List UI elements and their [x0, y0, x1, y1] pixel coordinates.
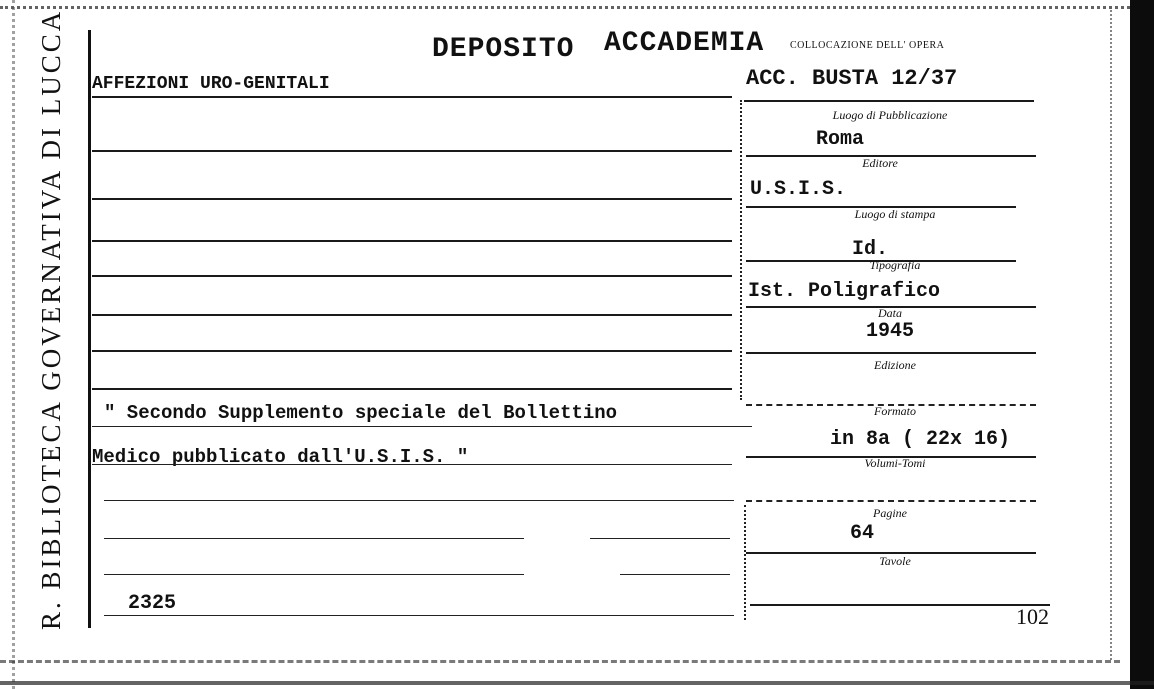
tipografia-value: Ist. Poligrafico [748, 280, 941, 303]
rule [104, 615, 734, 616]
work-title: AFFEZIONI URO-GENITALI [92, 74, 330, 94]
rule [92, 275, 732, 277]
scan-bottom-border [0, 681, 1154, 685]
luogo-stampa-label: Luogo di stampa [854, 207, 936, 221]
volumi-label: Volumi-Tomi [864, 456, 926, 470]
accademia-stamp: ACCADEMIA [604, 28, 765, 59]
scan-dark-border [1130, 0, 1154, 689]
rule [92, 150, 732, 152]
editore-value: U.S.I.S. [750, 178, 847, 201]
rule [92, 464, 732, 465]
rule [104, 500, 734, 501]
pagine-value: 64 [849, 522, 874, 545]
formato-label: Formato [874, 404, 916, 418]
rule [92, 388, 732, 390]
rule [92, 198, 732, 200]
note-line-1: " Secondo Supplemento speciale del Bollettino [104, 402, 618, 424]
collocazione-value: ACC. BUSTA 12/37 [746, 66, 958, 91]
title-rule [92, 96, 732, 98]
card-right-edge [1110, 10, 1112, 660]
rule [92, 350, 732, 352]
margin-rule [88, 30, 91, 628]
rule [92, 240, 732, 242]
rule [620, 574, 730, 575]
scan-top-edge [0, 0, 1154, 9]
editore-label: Editore [862, 156, 898, 170]
collocazione-label: COLLOCAZIONE DELL' OPERA [790, 40, 945, 51]
rule [746, 500, 1036, 502]
data-label: Data [878, 306, 902, 320]
scan-left-edge [0, 0, 15, 689]
rule [750, 604, 1050, 606]
luogo-stampa-value: Id. [851, 238, 888, 261]
rule [590, 538, 730, 539]
inventory-number: 2325 [128, 592, 177, 615]
tipografia-label: Tipografia [869, 258, 921, 272]
corner-mark: 102 [1016, 604, 1049, 629]
rule [746, 352, 1036, 354]
card-bottom-edge [0, 660, 1120, 663]
formato-value: in 8a ( 22x 16) [829, 428, 1011, 451]
deposito-stamp: DEPOSITO [432, 34, 575, 65]
tavole-label: Tavole [879, 554, 911, 568]
edizione-label: Edizione [874, 358, 916, 372]
luogo-pubblicazione-label: Luogo di Pubblicazione [832, 108, 948, 122]
collocazione-rule [744, 100, 1034, 102]
pagine-label: Pagine [873, 506, 907, 520]
right-column-rule-lower [744, 505, 746, 620]
rule [92, 314, 732, 316]
rule [104, 538, 524, 539]
note-line-2: Medico pubblicato dall'U.S.I.S. " [92, 446, 469, 468]
library-name: R. BIBLIOTECA GOVERNATIVA DI LUCCA [36, 8, 66, 630]
rule [104, 574, 524, 575]
data-value: 1945 [865, 320, 914, 343]
rule [92, 426, 752, 427]
luogo-pubblicazione-value: Roma [815, 128, 864, 151]
